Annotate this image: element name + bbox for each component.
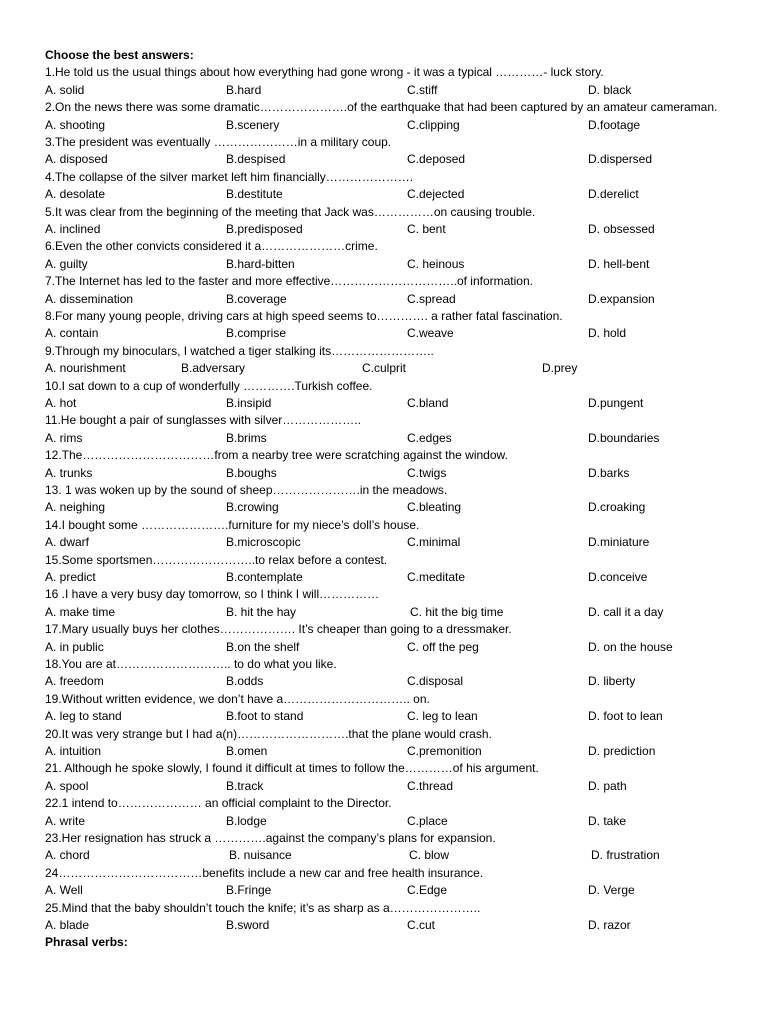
option-b: B.boughs: [226, 465, 277, 480]
option-b: B.omen: [226, 743, 268, 758]
option-a: A. freedom: [45, 674, 104, 689]
option-d: D.expansion: [588, 291, 655, 306]
option-c: C.minimal: [407, 535, 461, 550]
option-c: C.dejected: [407, 187, 465, 202]
option-d: D.barks: [588, 465, 630, 480]
answer-options: [45, 256, 735, 273]
answer-options: [45, 569, 735, 586]
option-c: C. leg to lean: [407, 709, 478, 724]
answer-options: [45, 430, 735, 447]
option-a: A. disposed: [45, 152, 108, 167]
option-a: A. solid: [45, 82, 85, 97]
option-c: C. heinous: [407, 256, 465, 271]
option-b: B.hard: [226, 82, 262, 97]
option-b: B.crowing: [226, 500, 279, 515]
option-b: B.hard-bitten: [226, 256, 295, 271]
option-b: B. hit the hay: [226, 604, 297, 619]
option-a: A. neighing: [45, 500, 106, 515]
answer-options: [45, 673, 735, 690]
option-d: D. on the house: [588, 639, 673, 654]
option-c: C.deposed: [407, 152, 466, 167]
answer-options: [45, 395, 735, 412]
option-d: D.footage: [588, 117, 641, 132]
question-text: 24………………………………benefits include a new car and free health insurance.: [45, 865, 484, 880]
answer-options: [45, 534, 735, 551]
answer-options: [45, 778, 735, 795]
option-a: A. predict: [45, 569, 96, 584]
option-c: C.spread: [407, 291, 456, 306]
option-d: D.croaking: [588, 500, 646, 515]
question-text: 11.He bought a pair of sunglasses with silver………………..: [45, 413, 361, 428]
option-a: A. guilty: [45, 256, 88, 271]
option-d: D. frustration: [591, 848, 660, 863]
option-a: A. spool: [45, 778, 89, 793]
answer-options: [45, 151, 735, 168]
answer-options: [45, 882, 735, 899]
option-d: D. hold: [588, 326, 627, 341]
option-b: B.predisposed: [226, 221, 303, 236]
option-c: C.meditate: [407, 569, 466, 584]
option-c: C.culprit: [362, 361, 407, 376]
answer-options: [45, 117, 735, 134]
option-c: C.twigs: [407, 465, 447, 480]
option-d: D. obsessed: [588, 221, 655, 236]
question-text: 20.It was very strange but I had a(n)……………………….that the plane would crash.: [45, 726, 492, 741]
question-text: 8.For many young people, driving cars at high speed seems to…………. a rather fatal fascination.: [45, 308, 563, 323]
question-text: 3.The president was eventually …………………in a military coup.: [45, 134, 392, 149]
option-b: B.insipid: [226, 395, 272, 410]
option-a: A. intuition: [45, 743, 102, 758]
option-b: B.destitute: [226, 187, 283, 202]
answer-options: [45, 917, 735, 934]
option-a: A. dissemination: [45, 291, 134, 306]
option-a: A. trunks: [45, 465, 93, 480]
question-text: 19.Without written evidence, we don’t have a………………………….. on.: [45, 691, 430, 706]
option-a: A. shooting: [45, 117, 106, 132]
question-text: 21. Although he spoke slowly, I found it difficult at times to follow the…………of his argument.: [45, 761, 539, 776]
option-d: D. liberty: [588, 674, 636, 689]
option-d: D. foot to lean: [588, 709, 663, 724]
option-d: D. hell-bent: [588, 256, 650, 271]
option-c: C.weave: [407, 326, 454, 341]
question-text: 18.You are at……………………….. to do what you like.: [45, 656, 337, 671]
question-text: 10.I sat down to a cup of wonderfully ………….Turkish coffee.: [45, 378, 373, 393]
answer-options: [45, 847, 735, 864]
answer-options: [45, 221, 735, 238]
question-text: 5.It was clear from the beginning of the meeting that Jack was……………on causing trouble.: [45, 204, 536, 219]
question-text: 12.The……………………………from a nearby tree were scratching against the window.: [45, 448, 508, 463]
option-b: B.microscopic: [226, 535, 301, 550]
option-c: C.edges: [407, 430, 452, 445]
answer-options: [45, 813, 735, 830]
option-b: B.brims: [226, 430, 267, 445]
question-text: 4.The collapse of the silver market left him financially………………….: [45, 169, 414, 184]
option-b: B.lodge: [226, 813, 267, 828]
option-d: D. take: [588, 813, 627, 828]
option-a: A. make time: [45, 604, 116, 619]
answer-options: [45, 639, 735, 656]
option-d: D.dispersed: [588, 152, 653, 167]
worksheet: [45, 47, 735, 952]
answer-options: [45, 499, 735, 516]
option-d: D.conceive: [588, 569, 648, 584]
question-text: 15.Some sportsmen……………………..to relax before a contest.: [45, 552, 388, 567]
option-b: B.odds: [226, 674, 264, 689]
option-b: B.Fringe: [226, 883, 272, 898]
question-text: 9.Through my binoculars, I watched a tiger stalking its……………………..: [45, 343, 434, 358]
option-d: D. black: [588, 82, 632, 97]
option-b: B.foot to stand: [226, 709, 304, 724]
option-a: A. inclined: [45, 221, 101, 236]
option-c: C.Edge: [407, 883, 448, 898]
option-a: A. chord: [45, 848, 90, 863]
option-a: A. leg to stand: [45, 709, 122, 724]
option-d: D. path: [588, 778, 627, 793]
option-a: A. contain: [45, 326, 99, 341]
option-d: D. call it a day: [588, 604, 664, 619]
option-b: B. nuisance: [229, 848, 292, 863]
phrasal-verbs-heading: Phrasal verbs:: [45, 935, 128, 950]
question-text: 25.Mind that the baby shouldn’t touch the knife; it’s as sharp as a…………………..: [45, 900, 481, 915]
question-text: 17.Mary usually buys her clothes………………. It’s cheaper than going to a dressmaker.: [45, 622, 512, 637]
option-c: C. hit the big time: [410, 604, 504, 619]
option-c: C.bland: [407, 395, 449, 410]
option-a: A. hot: [45, 395, 77, 410]
option-d: D.pungent: [588, 395, 644, 410]
option-a: A. blade: [45, 917, 90, 932]
option-a: A. rims: [45, 430, 83, 445]
option-d: D. Verge: [588, 883, 635, 898]
option-a: A. write: [45, 813, 86, 828]
question-text: 16 .I have a very busy day tomorrow, so I think I will……………: [45, 587, 380, 602]
option-b: B.scenery: [226, 117, 280, 132]
option-c: C.premonition: [407, 743, 482, 758]
option-d: D. prediction: [588, 743, 656, 758]
answer-options: [45, 291, 735, 308]
option-a: A. nourishment: [45, 361, 126, 376]
option-c: C.clipping: [407, 117, 460, 132]
answer-options: [45, 743, 735, 760]
option-b: B.contemplate: [226, 569, 303, 584]
question-text: 1.He told us the usual things about how everything had gone wrong - it was a typical …………- luck story.: [45, 65, 604, 80]
option-c: C. blow: [409, 848, 450, 863]
option-c: C. bent: [407, 221, 446, 236]
question-text: 6.Even the other convicts considered it a…………………crime.: [45, 239, 378, 254]
answer-options: [45, 465, 735, 482]
question-text: 22.1 intend to………………… an official complaint to the Director.: [45, 796, 392, 811]
option-a: A. Well: [45, 883, 83, 898]
option-d: D.derelict: [588, 187, 639, 202]
option-a: A. dwarf: [45, 535, 90, 550]
option-b: B.on the shelf: [226, 639, 300, 654]
option-a: A. desolate: [45, 187, 106, 202]
option-d: D.prey: [542, 361, 578, 376]
option-c: C.stiff: [407, 82, 438, 97]
option-a: A. in public: [45, 639, 104, 654]
option-c: C.place: [407, 813, 448, 828]
answer-options: [45, 325, 735, 342]
option-b: B.despised: [226, 152, 286, 167]
option-c: C.disposal: [407, 674, 464, 689]
option-c: C.bleating: [407, 500, 462, 515]
option-b: B.sword: [226, 917, 270, 932]
option-d: D.boundaries: [588, 430, 660, 445]
option-b: B.track: [226, 778, 264, 793]
option-b: B.adversary: [181, 361, 246, 376]
answer-options: [45, 360, 735, 377]
option-c: C.cut: [407, 917, 436, 932]
option-d: D.miniature: [588, 535, 650, 550]
question-text: 13. 1 was woken up by the sound of sheep………………….in the meadows.: [45, 482, 448, 497]
answer-options: [45, 708, 735, 725]
option-b: B.coverage: [226, 291, 287, 306]
option-c: C. off the peg: [407, 639, 479, 654]
question-text: 23.Her resignation has struck a ………….against the company’s plans for expansion.: [45, 830, 496, 845]
option-c: C.thread: [407, 778, 454, 793]
question-text: 14.I bought some ………………….furniture for my niece’s doll’s house.: [45, 517, 420, 532]
answer-options: [45, 186, 735, 203]
question-text: 7.The Internet has led to the faster and more effective…………………………..of information.: [45, 274, 533, 289]
answer-options: [45, 604, 735, 621]
option-d: D. razor: [588, 917, 631, 932]
worksheet-heading: Choose the best answers:: [45, 48, 194, 62]
question-text: 2.On the news there was some dramatic………………….of the earthquake that had been captured by an amateur cameraman.: [45, 100, 718, 115]
option-b: B.comprise: [226, 326, 287, 341]
answer-options: [45, 82, 735, 99]
